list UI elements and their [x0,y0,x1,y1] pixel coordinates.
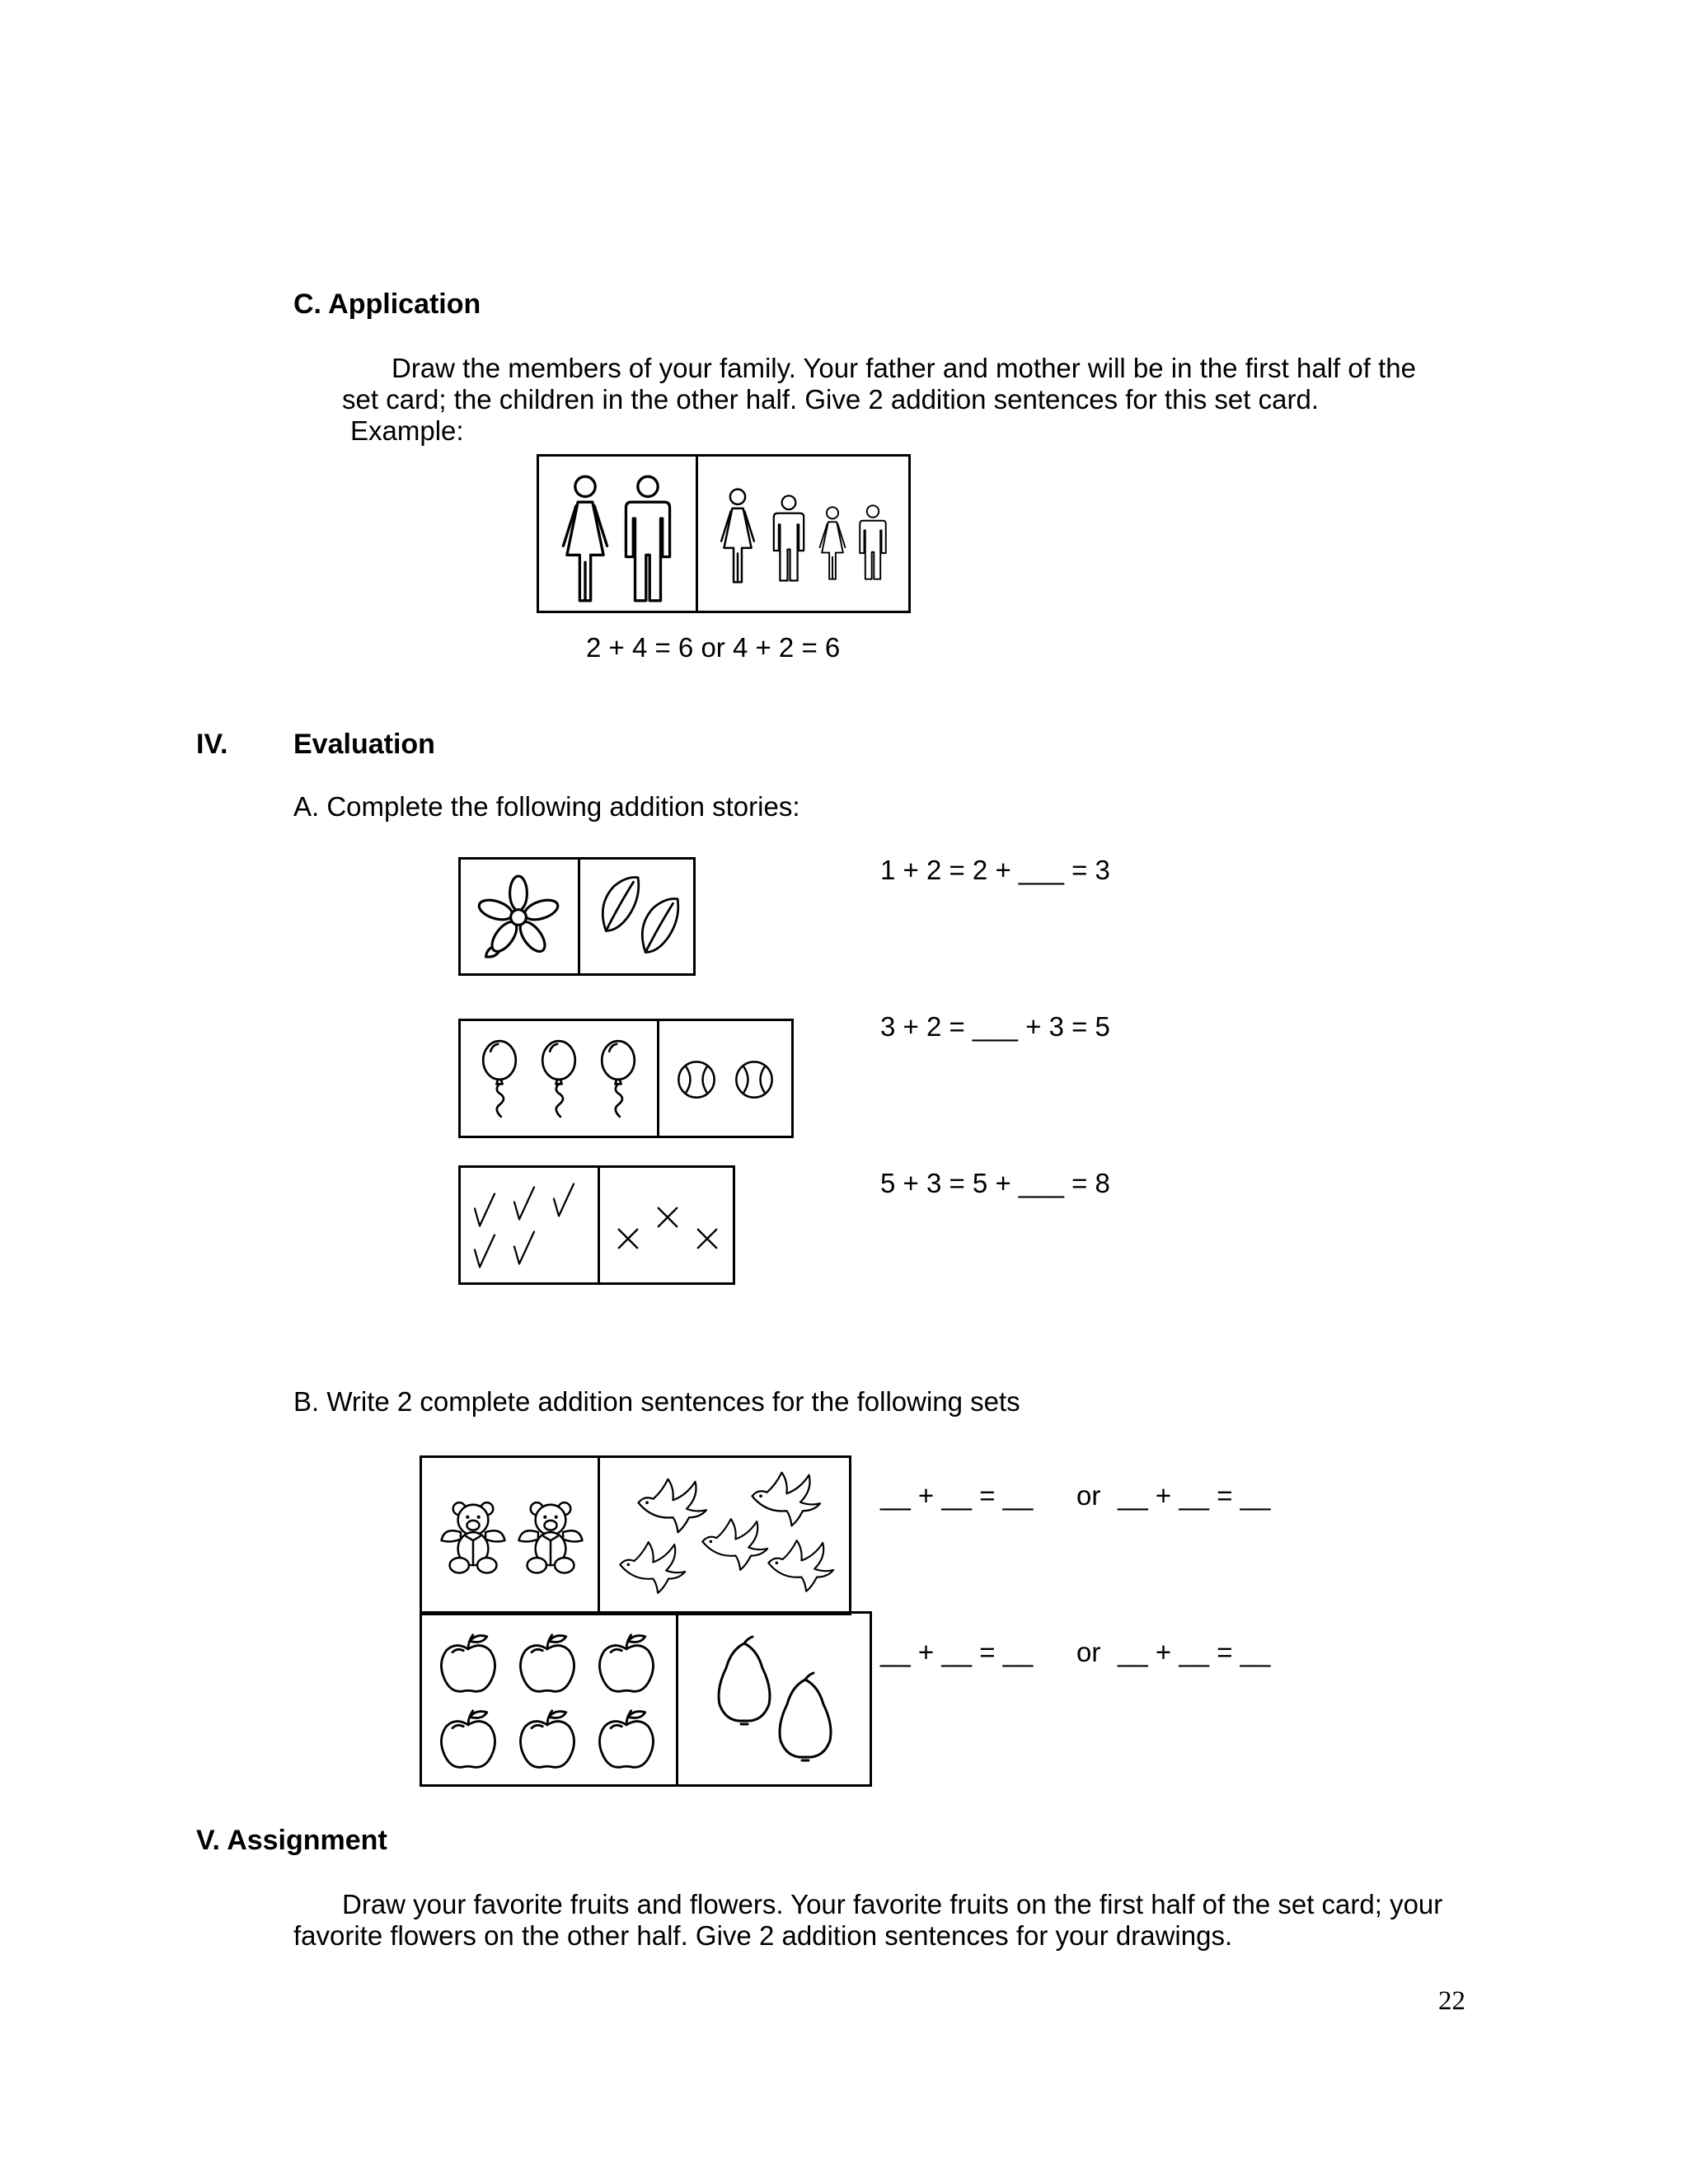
assignment-paragraph-line-1: Draw your favorite fruits and flowers. Your favorite fruits on the first half of the set card; your [342,1889,1443,1919]
balloon-icon [477,1038,522,1120]
row-1-sentence-1: __ + __ = __ [880,1480,1034,1511]
apple-icon [595,1632,658,1694]
section-heading-evaluation: Evaluation [293,729,435,760]
apple-icon [516,1708,579,1770]
check-icon [472,1232,497,1270]
bird-icon [617,1540,687,1595]
section-numeral-iv: IV. [196,729,228,760]
cross-icon [694,1226,720,1252]
part-a-instruction: A. Complete the following addition stories: [293,791,800,822]
item-3-equation: 5 + 3 = 5 + ___ = 8 [880,1168,1110,1198]
check-icon [472,1191,497,1229]
apple-icon [595,1708,658,1770]
application-paragraph-line-2: set card; the children in the other half. Give 2 addition sentences for this set card. [342,384,1319,415]
set-card-check-cross [458,1165,735,1285]
item-2-equation: 3 + 2 = ___ + 3 = 5 [880,1011,1110,1042]
bird-icon [765,1539,836,1593]
leaf-icon [635,896,681,957]
father-icon [620,475,676,602]
check-icon [512,1184,537,1222]
teddy-bear-icon [438,1499,508,1575]
set-card-bear-bird [420,1455,851,1615]
row-1-sentence-2: __ + __ = __ [1118,1480,1271,1511]
example-equation: 2 + 4 = 6 or 4 + 2 = 6 [586,632,841,663]
apple-icon [516,1632,579,1694]
check-icon [551,1181,576,1219]
child-boy-small-icon [855,504,891,580]
cross-icon [615,1226,641,1252]
row-2-or: or [1076,1637,1101,1667]
set-card-apple-pear [420,1611,872,1787]
balloon-icon [596,1038,640,1120]
row-2-sentence-2: __ + __ = __ [1118,1637,1271,1667]
part-b-instruction: B. Write 2 complete addition sentences for the following sets [293,1386,1020,1417]
parents-half [539,457,696,611]
pear-icon [772,1671,838,1762]
family-set-card [537,454,911,613]
ball-icon [734,1059,775,1100]
pear-icon [711,1635,777,1726]
bird-icon [699,1517,770,1572]
flower-icon [476,874,561,960]
item-1-equation: 1 + 2 = 2 + ___ = 3 [880,855,1110,885]
section-heading-assignment: V. Assignment [196,1825,387,1856]
mother-icon [557,475,613,602]
assignment-paragraph-line-2: favorite flowers on the other half. Give 2 addition sentences for your drawings. [293,1920,1233,1951]
children-half [696,457,908,611]
teddy-bear-icon [516,1499,585,1575]
check-icon [512,1229,537,1267]
section-heading-application: C. Application [293,288,481,320]
example-label: Example: [350,415,464,446]
apple-icon [437,1708,499,1770]
set-card-balloon-ball [458,1019,794,1138]
ball-icon [676,1059,717,1100]
apple-icon [437,1632,499,1694]
row-1-or: or [1076,1480,1101,1511]
bird-icon [635,1478,709,1534]
page-number: 22 [1438,1986,1465,2016]
balloon-icon [537,1038,581,1120]
child-girl-small-icon [815,506,850,580]
cross-icon [654,1204,681,1230]
row-2-sentence-1: __ + __ = __ [880,1637,1034,1667]
application-paragraph-line-1: Draw the members of your family. Your father and mother will be in the first half of the [392,353,1416,383]
child-boy-icon [767,494,810,582]
set-card-flower-leaf [458,857,696,976]
child-girl-icon [715,488,761,583]
